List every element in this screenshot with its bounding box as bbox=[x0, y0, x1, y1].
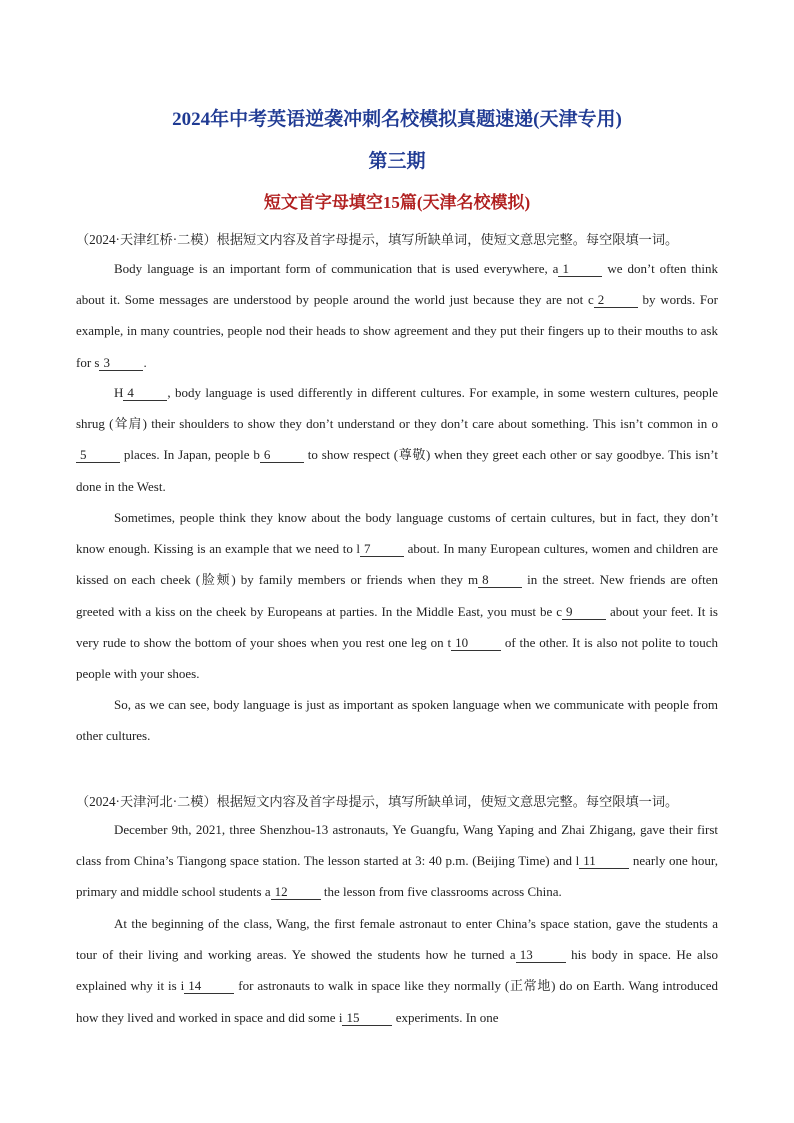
blank-5: 5 bbox=[76, 448, 120, 463]
passage-2-paragraph-1 bbox=[76, 814, 718, 908]
text-segment: At the beginning of the class, Wang, the first female astronaut to enter China’s space station, gave the students a tour of their living and working areas. Ye showed the students how he turned a bbox=[76, 916, 718, 963]
blank-3: 3 bbox=[99, 356, 143, 371]
blank-15: 15 bbox=[342, 1011, 392, 1026]
blank-6: 6 bbox=[260, 448, 304, 463]
blank-1: 1 bbox=[558, 262, 602, 277]
text-segment: in the street. New friends are often greeted with a kiss on the cheek by Europeans at parties. In the Middle East, you must be c bbox=[76, 572, 718, 619]
blank-8: 8 bbox=[478, 573, 522, 588]
text-segment: , body language is used differently in different cultures. For example, in some western cultures, people shrug (耸肩) their shoulders to show they don’t understand or they don’t care about something. This isn’t common in o bbox=[76, 385, 718, 432]
passage-1-paragraph-1 bbox=[76, 253, 718, 378]
passage-1-paragraph-4 bbox=[76, 689, 718, 751]
passage-2-instruction: （2024·天津河北·二模）根据短文内容及首字母提示，填写所缺单词，使短文意思完整。每空限填一词。 bbox=[76, 794, 679, 809]
blank-4: 4 bbox=[123, 386, 167, 401]
text-segment: about. In many European cultures, women and children are kissed on each cheek (脸颊) by family members or friends when they m bbox=[76, 541, 719, 588]
text-segment: for astronauts to walk in space like they normally (正常地) do on Earth. Wang introduced how they lived and worked in space and did some i bbox=[76, 978, 718, 1025]
blank-2: 2 bbox=[594, 293, 638, 308]
text-segment: nearly one hour, primary and middle school students a bbox=[76, 853, 718, 900]
blank-10: 10 bbox=[451, 636, 501, 651]
text-segment: the lesson from five classrooms across China. bbox=[320, 884, 562, 900]
text-segment: Sometimes, people think they know about the body language customs of certain cultures, but in fact, they don’t know enough. Kissing is an example that we need to l bbox=[76, 510, 718, 557]
text-segment: experiments. In one bbox=[392, 1009, 499, 1025]
blank-9: 9 bbox=[562, 605, 606, 620]
text-segment: . bbox=[143, 354, 147, 370]
text-segment: we don’t often think about it. Some messages are understood by people around the world just because they are not c bbox=[76, 261, 718, 308]
text-segment: his body in space. He also explained why it is i bbox=[76, 947, 718, 994]
document-title: 2024年中考英语逆袭冲刺名校模拟真题速递(天津专用) bbox=[172, 109, 622, 130]
blank-12: 12 bbox=[271, 885, 321, 900]
text-segment: So, as we can see, body language is just as important as spoken language when we communicate with people from other cultures. bbox=[76, 697, 718, 744]
section-title: 短文首字母填空15篇(天津名校模拟) bbox=[263, 193, 531, 212]
text-segment: December 9th, 2021, three Shenzhou-13 astronauts, Ye Guangfu, Wang Yaping and Zhai Zhigang, gave their first class from China’s Tiangong space station. The lesson started at 3: 40 p.m. (Beijing Time) and l bbox=[76, 822, 718, 869]
blank-7: 7 bbox=[360, 542, 404, 557]
text-segment: about your feet. It is very rude to show the bottom of your shoes when you rest one leg on t bbox=[76, 603, 718, 650]
text-segment: by words. For example, in many countries, people nod their heads to show agreement and they put their fingers up to their mouths to ask for s bbox=[76, 292, 718, 370]
text-segment: to show respect (尊敬) when they greet each other or say goodbye. This isn’t done in the West. bbox=[76, 447, 718, 494]
passage-2-paragraph-2 bbox=[76, 908, 718, 1033]
passage-1-instruction: （2024·天津红桥·二模）根据短文内容及首字母提示，填写所缺单词，使短文意思完整。每空限填一词。 bbox=[76, 232, 679, 247]
issue-title: 第三期 bbox=[368, 151, 426, 172]
passage-1-paragraph-2 bbox=[76, 377, 718, 502]
blank-14: 14 bbox=[184, 979, 234, 994]
text-segment: H bbox=[114, 385, 124, 400]
text-segment: of the other. It is also not polite to touch people with your shoes. bbox=[76, 634, 719, 682]
passage-1-paragraph-3 bbox=[76, 502, 718, 689]
blank-11: 11 bbox=[579, 854, 629, 869]
text-segment: places. In Japan, people b bbox=[120, 447, 260, 463]
blank-13: 13 bbox=[516, 948, 566, 963]
text-segment: Body language is an important form of communication that is used everywhere, a bbox=[114, 261, 559, 276]
